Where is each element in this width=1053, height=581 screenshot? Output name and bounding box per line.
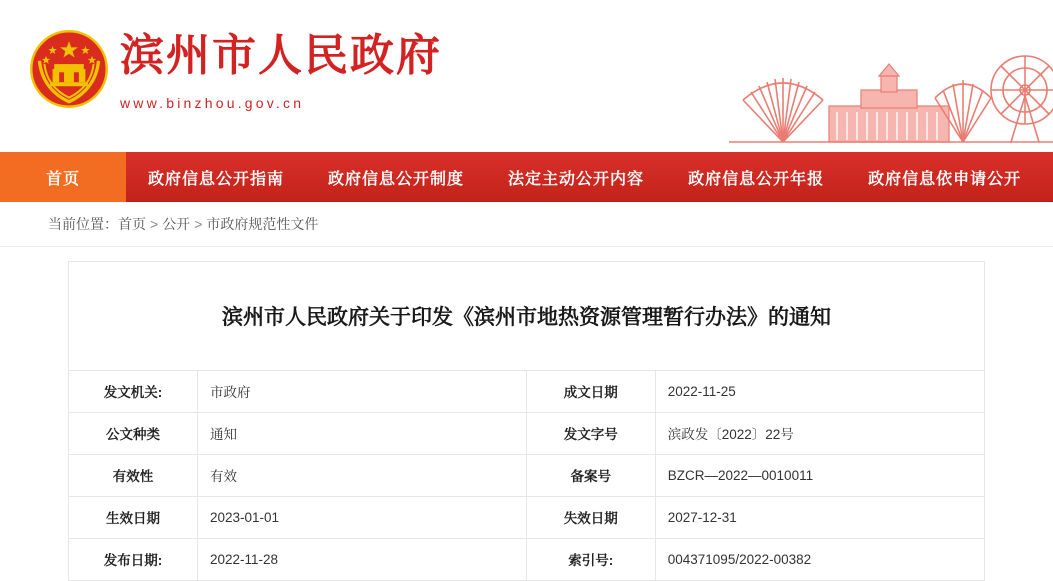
meta-label-effective-date: 生效日期	[69, 496, 198, 538]
breadcrumb-separator-1: >	[150, 216, 159, 232]
meta-label-validity: 有效性	[69, 454, 198, 496]
table-row	[69, 496, 984, 538]
breadcrumb	[0, 202, 1053, 247]
table-row	[69, 371, 984, 413]
breadcrumb-item-normative-documents[interactable]: 市政府规范性文件	[206, 216, 319, 232]
meta-label-index-number: 索引号:	[526, 538, 655, 580]
meta-value-validity: 有效	[198, 454, 527, 496]
main-navigation[interactable]	[0, 152, 1053, 202]
city-skyline-decoration	[633, 32, 1053, 152]
site-branding	[120, 30, 442, 111]
meta-value-record-number: BZCR—2022—0010011	[655, 454, 984, 496]
breadcrumb-prefix: 当前位置：	[48, 216, 118, 232]
nav-item-on-request-disclosure[interactable]: 政府信息依申请公开	[868, 170, 1022, 188]
meta-label-completion-date: 成文日期	[526, 371, 655, 413]
meta-label-record-number: 备案号	[526, 454, 655, 496]
nav-item-home[interactable]: 首页	[0, 152, 126, 202]
nav-item-disclosure-guide[interactable]: 政府信息公开指南	[148, 170, 285, 188]
meta-label-issuing-agency: 发文机关:	[69, 371, 198, 413]
meta-value-index-number: 004371095/2022-00382	[655, 538, 984, 580]
breadcrumb-item-home[interactable]: 首页	[118, 216, 146, 232]
document-card	[68, 261, 985, 581]
meta-value-issuing-agency: 市政府	[198, 371, 527, 413]
breadcrumb-item-disclosure[interactable]: 公开	[162, 216, 191, 232]
nav-item-disclosure-system[interactable]: 政府信息公开制度	[328, 170, 465, 188]
meta-label-document-number: 发文字号	[526, 412, 655, 454]
meta-value-expiry-date: 2027-12-31	[655, 496, 984, 538]
meta-label-document-type: 公文种类	[69, 412, 198, 454]
breadcrumb-separator-2: >	[194, 216, 203, 232]
table-row	[69, 454, 984, 496]
meta-value-publish-date: 2022-11-28	[198, 538, 527, 580]
document-meta-table	[69, 371, 984, 581]
page-title: 滨州市人民政府关于印发《滨州市地热资源管理暂行办法》的通知	[69, 262, 984, 371]
meta-value-document-number: 滨政发〔2022〕22号	[655, 412, 984, 454]
meta-value-document-type: 通知	[198, 412, 527, 454]
site-title: 滨州市人民政府	[120, 31, 442, 80]
nav-item-annual-report[interactable]: 政府信息公开年报	[688, 170, 825, 188]
meta-label-expiry-date: 失效日期	[526, 496, 655, 538]
site-header	[0, 0, 1053, 152]
site-url: www.binzhou.gov.cn	[120, 94, 305, 111]
nav-item-statutory-content[interactable]: 法定主动公开内容	[508, 170, 645, 188]
meta-value-effective-date: 2023-01-01	[198, 496, 527, 538]
table-row	[69, 412, 984, 454]
national-emblem-icon	[28, 28, 110, 110]
meta-label-publish-date: 发布日期:	[69, 538, 198, 580]
meta-value-completion-date: 2022-11-25	[655, 371, 984, 413]
